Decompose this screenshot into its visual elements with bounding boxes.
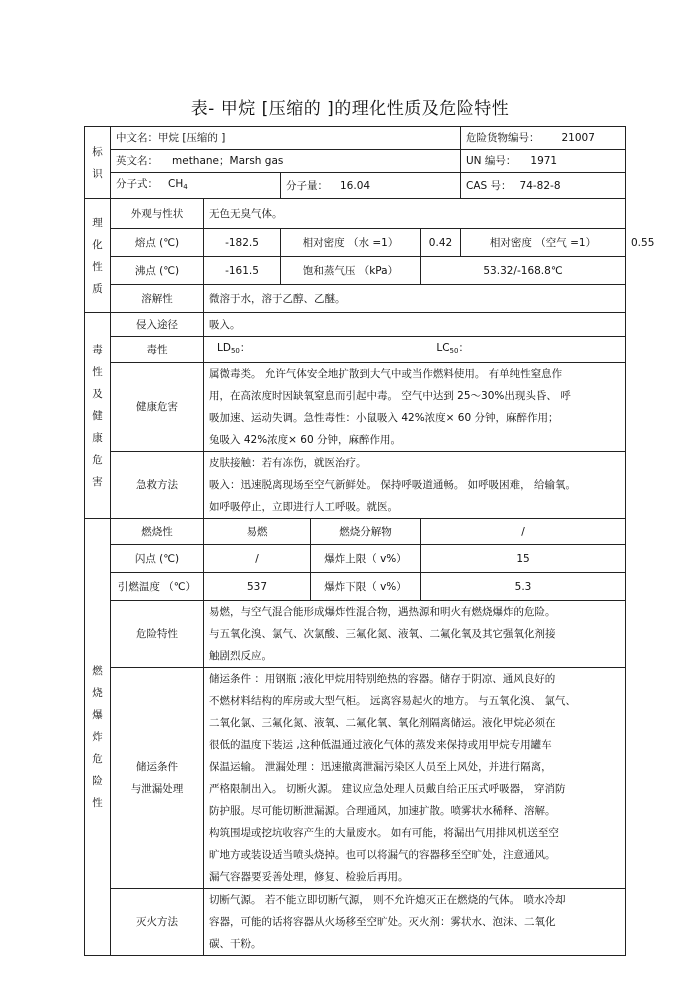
section-label: 理化性质: [92, 216, 103, 295]
hazard-text: [204, 601, 626, 668]
health-line: 用，在高浓度时因缺氧窒息而引起中毒。 空气中达到 25～30%出现头昏、 呼: [209, 390, 571, 402]
lc50-label: LC: [436, 342, 450, 354]
row-boiling-point: [85, 257, 626, 285]
hazard-number-value: 21007: [561, 132, 595, 144]
cas-value: 74-82-8: [519, 179, 561, 192]
decomposition-label: 燃烧分解物: [311, 519, 421, 545]
section-physchem: [85, 199, 111, 313]
section-identification: [85, 127, 111, 199]
page-title: 表- 甲烷 [压缩的 ]的理化性质及危险特性: [190, 99, 510, 119]
toxicity-values: [204, 337, 626, 363]
toxicity-label: 毒性: [111, 337, 204, 363]
upper-explosive-limit-label: 爆炸上限（ v%）: [311, 545, 421, 573]
upper-explosive-limit-value: 15: [421, 545, 626, 573]
row-health: [85, 363, 626, 452]
storage-label-line: 与泄漏处理: [130, 783, 184, 795]
storage-line: 严格限制出入。 切断火源。 建议应急处理人员戴自给正压式呼吸器， 穿消防: [209, 783, 566, 795]
boiling-point-value: -161.5: [204, 257, 281, 285]
storage-line: 很低的温度下装运 ,这种低温通过液化气体的蒸发来保持或用甲烷专用罐车: [209, 739, 552, 751]
section-label: 标识: [92, 145, 103, 180]
cas-cell: [461, 173, 626, 199]
extinguish-text: [204, 889, 626, 956]
first-aid-text: [204, 452, 626, 519]
health-line: 吸加速、运动失调。急性毒性：小鼠吸入 42%浓度× 60 分钟，麻醉作用；: [209, 412, 559, 424]
formula-cell: [111, 173, 281, 199]
section-toxicity: [85, 313, 111, 519]
hazard-number-cell: [461, 127, 626, 150]
vapor-pressure-value: 53.32/-168.8℃: [421, 257, 626, 285]
solubility-value: 微溶于水，溶于乙醇、乙醚。: [204, 285, 626, 313]
row-formula: [85, 173, 626, 199]
molecular-weight-label: 分子量：: [286, 179, 328, 192]
formula-label: 分子式：: [116, 178, 158, 190]
row-extinguish: [85, 889, 626, 956]
molecular-weight-value: 16.04: [340, 179, 371, 192]
storage-line: 漏气容器要妥善处理，修复、检验后再用。: [209, 871, 409, 883]
row-flash-point: [85, 545, 626, 573]
row-flammability: [85, 519, 626, 545]
english-name-cell: [111, 150, 461, 173]
storage-line: 构筑围堤或挖坑收容产生的大量废水。 如有可能，将漏出气用排风机送至空: [209, 827, 559, 839]
storage-line: 不燃材料结构的库房或大型气柜。 远离容易起火的地方。 与五氧化溴、 氯气、: [209, 695, 577, 707]
flammability-label: 燃烧性: [111, 519, 204, 545]
row-autoignition: [85, 573, 626, 601]
property-table-wrapper: [84, 126, 655, 950]
row-route: [85, 313, 626, 337]
boiling-point-label: 沸点 (℃): [111, 257, 204, 285]
storage-line: 储运条件 ：用钢瓶 ;液化甲烷用特别绝热的容器。储存于阴凉、通风良好的: [209, 673, 556, 685]
ld50-subscript: 50: [230, 347, 240, 355]
appearance-label: 外观与性状: [111, 199, 204, 229]
extinguish-line: 容器，可能的话将容器从火场移至空旷处。灭火剂：雾状水、泡沫、二氧化: [209, 916, 556, 928]
row-solubility: [85, 285, 626, 313]
solubility-label: 溶解性: [111, 285, 204, 313]
rel-density-air-label: 相对密度 （空气 =1）: [461, 229, 626, 257]
melting-point-value: -182.5: [204, 229, 281, 257]
first-aid-line: 吸入：迅速脱离现场至空气新鲜处。 保持呼吸道通畅。 如呼吸困难， 给输氧。: [209, 479, 577, 491]
first-aid-line: 皮肤接触：若有冻伤，就医治疗。: [209, 457, 367, 469]
health-line: 属微毒类。 允许气体安全地扩散到大气中或当作燃料使用。 有单纯性窒息作: [209, 368, 563, 380]
hazard-number-label: 危险货物编号：: [466, 132, 540, 144]
route-label: 侵入途径: [111, 313, 204, 337]
row-storage: [85, 668, 626, 889]
extinguish-line: 碳、干粉。: [209, 938, 262, 950]
decomposition-value: /: [421, 519, 626, 545]
english-name-label: 英文名：: [116, 155, 158, 167]
hazard-line: 触剧烈反应。: [209, 650, 272, 662]
row-melting-point: 熔点 (℃) -182.5 相对密度 （水 =1） 0.42 相对密度 （空气 =1） 0.55: [85, 229, 626, 257]
storage-label-line: 储运条件: [136, 761, 178, 773]
flammability-value: 易燃: [204, 519, 311, 545]
route-value: 吸入。: [204, 313, 626, 337]
english-name-value: methane；Marsh gas: [172, 155, 284, 167]
health-line: 兔吸入 42%浓度× 60 分钟，麻醉作用。: [209, 434, 402, 446]
section-label: 燃烧爆炸危险性: [92, 665, 103, 809]
row-first-aid: [85, 452, 626, 519]
ld50-label: LD: [217, 342, 231, 354]
row-hazard: [85, 601, 626, 668]
storage-line: 旷地方或装设适当喷头烧掉。也可以将漏气的容器移至空旷处，注意通风。: [209, 849, 556, 861]
rel-density-water-label: 相对密度 （水 =1）: [281, 229, 421, 257]
section-label: 毒性及健康危害: [92, 343, 103, 488]
row-english-name: [85, 150, 626, 173]
property-table: [84, 126, 655, 956]
autoignition-label: 引燃温度 （℃）: [111, 573, 204, 601]
lc50-subscript: 50: [449, 347, 459, 355]
rel-density-water-value: 0.42: [421, 229, 461, 257]
first-aid-label: 急救方法: [111, 452, 204, 519]
chinese-name: 中文名：甲烷 [压缩的 ]: [111, 127, 461, 150]
storage-label-cell: [111, 668, 204, 889]
hazard-line: 与五氧化溴、氯气、次氯酸、三氟化氮、液氧、二氟化氧及其它强氧化剂接: [209, 628, 556, 640]
appearance-value: 无色无臭气体。: [204, 199, 626, 229]
storage-line: 防护服。尽可能切断泄漏源。合理通风，加速扩散。喷雾状水稀释、溶解。: [209, 805, 556, 817]
un-number-cell: [461, 150, 626, 173]
lc50-suffix: ：: [458, 342, 469, 354]
melting-point-label: 熔点 (℃): [111, 229, 204, 257]
un-number-label: UN 编号：: [466, 155, 517, 167]
extinguish-line: 切断气源。 若不能立即切断气源， 则不允许熄灭正在燃烧的气体。 喷水冷却: [209, 894, 566, 906]
vapor-pressure-label: 饱和蒸气压 （kPa）: [281, 257, 421, 285]
storage-text: [204, 668, 626, 889]
health-text: [204, 363, 626, 452]
un-number-value: 1971: [530, 155, 558, 167]
health-label: 健康危害: [111, 363, 204, 452]
flash-point-value: /: [204, 545, 311, 573]
lower-explosive-limit-label: 爆炸下限（ v%）: [311, 573, 421, 601]
row-toxicity: [85, 337, 626, 363]
hazard-label: 危险特性: [111, 601, 204, 668]
cas-label: CAS 号：: [466, 179, 512, 192]
formula-subscript: 4: [183, 183, 188, 191]
first-aid-line: 如呼吸停止，立即进行人工呼吸。就医。: [209, 501, 398, 513]
row-chinese-name: [85, 127, 626, 150]
autoignition-value: 537: [204, 573, 311, 601]
extinguish-label: 灭火方法: [111, 889, 204, 956]
row-appearance: [85, 199, 626, 229]
storage-line: 保温运输。 泄漏处理 ：迅速撤离泄漏污染区人员至上风处，并进行隔离，: [209, 761, 552, 773]
flash-point-label: 闪点 (℃): [111, 545, 204, 573]
hazard-line: 易燃，与空气混合能形成爆炸性混合物，遇热源和明火有燃烧爆炸的危险。: [209, 606, 556, 618]
storage-line: 二氧化氯、三氟化氮、液氧、二氟化氧、氧化剂隔离储运。液化甲烷必须在: [209, 717, 556, 729]
section-fire: [85, 519, 111, 956]
formula-value: CH: [168, 178, 184, 190]
ld50-suffix: ：: [239, 342, 251, 354]
lower-explosive-limit-value: 5.3: [421, 573, 626, 601]
molecular-weight-cell: [281, 173, 461, 199]
